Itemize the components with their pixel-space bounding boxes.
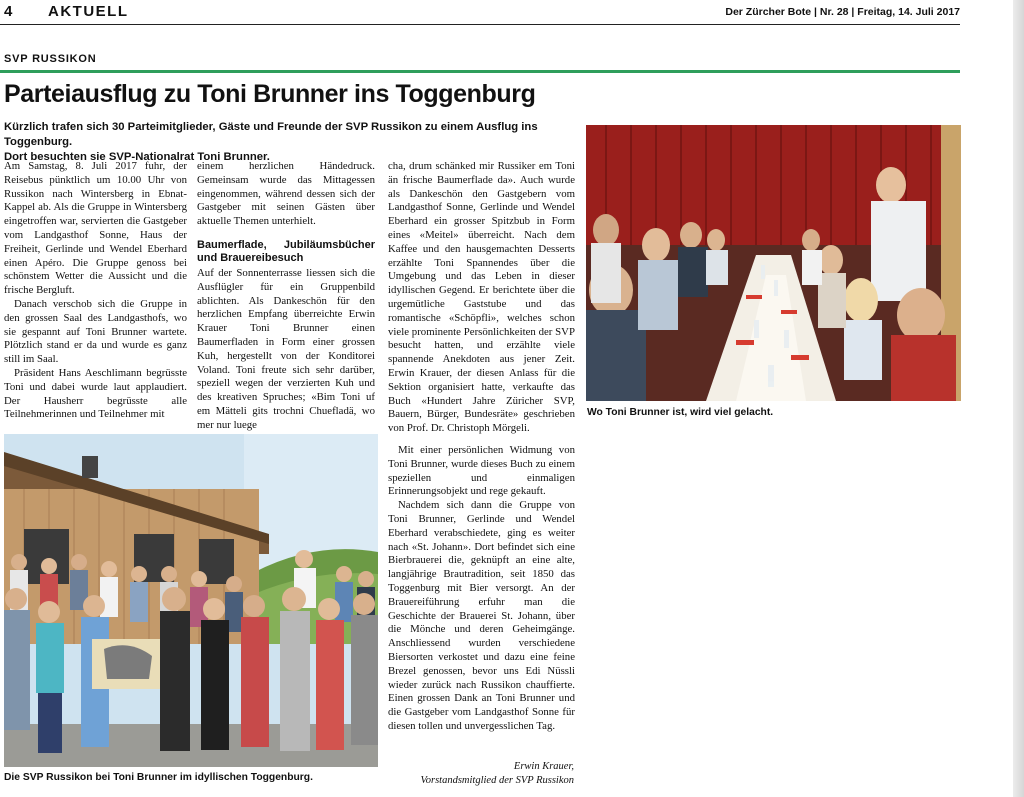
paragraph: Danach verschob sich die Gruppe in den grossen Saal des Landgasthofs, wo sie gespannt auf Toni Brunner wartete. Plötzlich stand er da und wurde es ganz still im Saal. xyxy=(4,297,187,366)
subheading: Baumerflade, Jubiläumsbücher und Brauereibesuch xyxy=(197,238,375,264)
paragraph: Nachdem sich dann die Gruppe von Toni Brunner, Gerlinde und Wendel Eberhard verabschiedete, ging es weiter nach «St. Johann». Dort befindet sich eine Bierbrauerei die, geknüpft an eine alte, langjährige Brautradition, seit 1850 das Toggenburg mit Bier versorgt. An der Brauereiführung erfuhr man die Geschichte der Brauerei St. Johann, über die Mönche und deren Geheimgänge. Anschliessend wurden verschiedene Biersorten verkostet und dazu eine feine Brezel genossen, bevor uns Edi Nüssli wieder zurück nach Russikon chauffierte. Einen grossen Dank an Toni Brunner und die Gastgeber vom Landgasthof Sonne für diesen tollen und unvergesslichen Tag. xyxy=(388,499,575,732)
caption-dining-photo: Wo Toni Brunner ist, wird viel gelacht. xyxy=(587,407,774,418)
author-role: Vorstandsmitglied der SVP Russikon xyxy=(420,775,574,786)
page-edge xyxy=(1013,0,1024,797)
caption-group-photo: Die SVP Russikon bei Toni Brunner im idyllischen Toggenburg. xyxy=(4,772,313,783)
body-column-3-continued xyxy=(388,444,575,734)
section-label: AKTUELL xyxy=(48,3,129,20)
paragraph: cha, drum schänked mir Russiker em Toni än frische Baumerflade da». Auch wurde als Dankeschön den Gastgebern vom Landgasthof Sonne, Gerlinde und Wendel Eberhard ein grosser Spitzbub in Form eines «Meitel» überreicht. Nach dem Kaffee und den hausgemachten Desserts erzählte Toni Spannendes über die Umgebung und das Leben in dieser idyllischen Gegend. Er berichtete über die urgemütliche Gaststube und das romantische «Schöpfli», welches schon viele prominente Persönlichkeiten der SVP besucht hatten, und erzählte viele spannende Anekdoten aus jener Zeit. Erwin Krauer, der diesen Anlass für die Sektion organisiert hatte, verkaufte das Buch «Hundert Jahre Züricher SVP, Bauern, Bürger, Bundesräte» geschrieben von Prof. Dr. Christoph Mörgeli. xyxy=(388,160,575,435)
body-column-2 xyxy=(197,160,375,433)
body-column-3 xyxy=(388,160,575,436)
article-headline: Parteiausflug zu Toni Brunner ins Toggenburg xyxy=(4,80,536,108)
paragraph: Auf der Sonnenterrasse liessen sich die Ausflügler für ein Gruppenbild ablichten. Als Dankeschön für den herzlichen Empfang überreichte Erwin Krauer Toni Brunner einen Baumerfladen in Form einer grossen Kuh, hergestellt von der Konditorei Voland. Toni freute sich sehr darüber, speziell wegen der verzierten Kuh und des kreativen Spruches; «Bim Toni uf em Mätteli gits trochni Chuefladä, wo mer nur luege xyxy=(197,266,375,431)
paragraph: Präsident Hans Aeschlimann begrüsste Toni und dabei wurde laut applaudiert. Der Hausherr begrüsste alle Teilnehmerinnen und Teilnehmer mit xyxy=(4,366,187,421)
lead-line: Kürzlich trafen sich 30 Parteimitglieder, Gäste und Freunde der SVP Russikon zu einem Ausflug ins Toggenburg. xyxy=(4,121,538,148)
article-lead xyxy=(4,120,579,165)
author-signature xyxy=(392,760,574,788)
lead-line: Dort besuchten sie SVP-Nationalrat Toni Brunner. xyxy=(4,151,270,163)
kicker: SVP RUSSIKON xyxy=(4,53,97,65)
paragraph: Mit einer persönlichen Widmung von Toni Brunner, wurde dieses Buch zu einem speziellen und einmaligen Erinnerungsobjekt und rege gekauft. xyxy=(388,444,575,498)
paragraph: Am Samstag, 8. Juli 2017 fuhr, der Reisebus pünktlich um 10.00 Uhr von Russikon nach Wintersberg in Ebnat-Kappel ab. Als die Gruppe in Wintersberg eingetroffen war, servierten die Gastgeber vom Landgasthof Sonne, Haus der Freiheit, Gerlinde und Wendel Eberhard einen Apéro. Die Gruppe genoss bei schönstem Wetter die Aussicht und die frische Bergluft. xyxy=(4,160,187,297)
masthead: Der Zürcher Bote | Nr. 28 | Freitag, 14. Juli 2017 xyxy=(725,6,960,18)
photo-group xyxy=(4,434,378,767)
section-rule xyxy=(0,70,960,73)
body-column-1 xyxy=(4,160,187,422)
page-number: 4 xyxy=(4,3,13,20)
photo-dining-room xyxy=(586,125,961,401)
paragraph: einem herzlichen Händedruck. Gemeinsam wurde das Mittagessen eingenommen, während dessen sich der Gastgeber mit seinen Gästen über aktuelle Themen unterhielt. xyxy=(197,160,375,228)
author-name: Erwin Krauer, xyxy=(513,761,574,772)
header-rule xyxy=(0,24,960,25)
